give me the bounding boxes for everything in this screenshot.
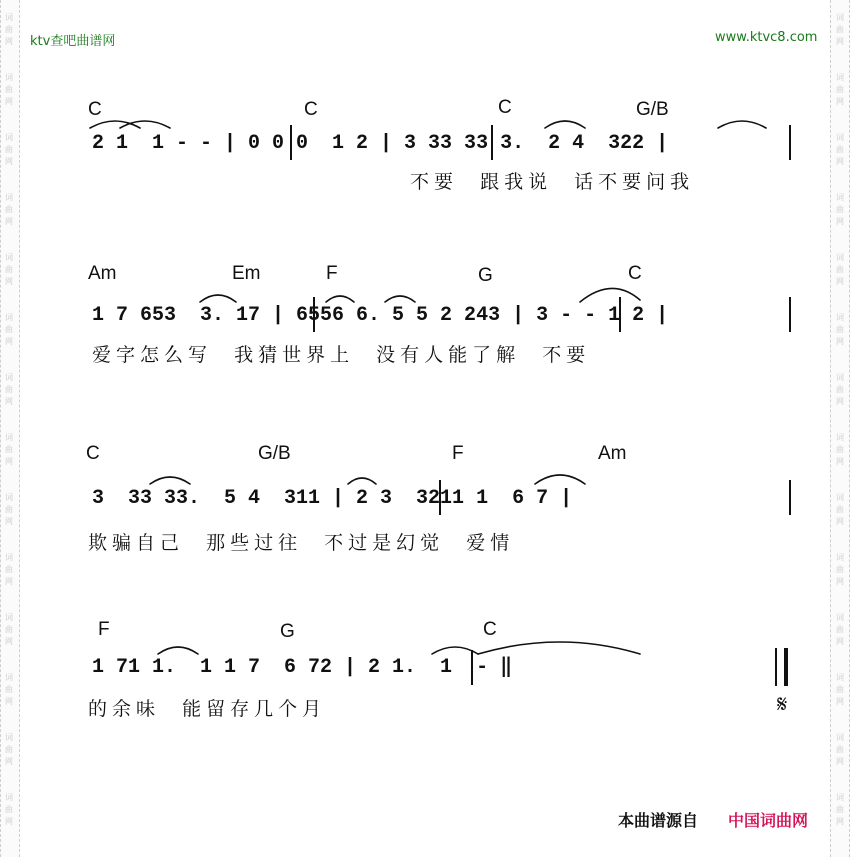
watermark-glyph-group: 词 曲 网 [5, 553, 13, 586]
watermark-glyph-group: 词 曲 网 [836, 733, 844, 766]
notation-line: 2 1 1 - - | 0 0 0 1 2 | 3 33 33 3. 2 4 322 | [92, 132, 669, 155]
watermark-glyph-group: 词 曲 网 [5, 73, 13, 106]
site-link-left[interactable]: ktv查吧曲谱网 [30, 34, 116, 49]
watermark-glyph-group: 词 曲 网 [836, 433, 844, 466]
watermark-glyph-group: 词 曲 网 [836, 373, 844, 406]
watermark-glyph-group: 词 曲 网 [5, 313, 13, 346]
chord: F [452, 443, 464, 464]
watermark-glyph-group: 词 曲 网 [5, 133, 13, 166]
segno-icon: 𝄋 [777, 690, 788, 718]
left-watermark-strip [0, 0, 20, 857]
lyric-line: 爱字怎么写 我猜世界上 没有人能了解 不要 [92, 344, 591, 366]
slur [535, 475, 585, 484]
slur [120, 121, 170, 128]
watermark-glyph-group: 词 曲 网 [5, 733, 13, 766]
watermark-glyph-group: 词 曲 网 [5, 613, 13, 646]
slur [90, 121, 140, 128]
chord: G/B [258, 443, 291, 464]
chord: Am [598, 443, 627, 464]
footer-brand-link[interactable]: 中国词曲网 [728, 811, 809, 830]
watermark-glyph-group: 词 曲 网 [836, 193, 844, 226]
watermark-glyph-group: 词 曲 网 [836, 13, 844, 46]
watermark-glyph-group: 词 曲 网 [836, 793, 844, 826]
chord: G [280, 621, 295, 642]
watermark-glyph-group: 词 曲 网 [836, 673, 844, 706]
chord: C [304, 99, 318, 120]
watermark-glyph-group: 词 曲 网 [5, 193, 13, 226]
chord: Am [88, 263, 117, 284]
chord: Em [232, 263, 261, 284]
slur [545, 121, 585, 128]
notation-line: 1 71 1. 1 1 7 6 72 | 2 1. 1 - ‖ [92, 656, 513, 679]
watermark-glyph-group: 词 曲 网 [5, 793, 13, 826]
chord: C [498, 97, 512, 118]
watermark-glyph-group: 词 曲 网 [836, 133, 844, 166]
watermark-glyph-group: 词 曲 网 [836, 253, 844, 286]
chord: F [326, 263, 338, 284]
chord: C [88, 99, 102, 120]
watermark-glyph-group: 词 曲 网 [5, 673, 13, 706]
chord: C [86, 443, 100, 464]
lyric-line: 欺骗自己 那些过往 不过是幻觉 爱情 [88, 532, 515, 554]
chord: F [98, 619, 110, 640]
watermark-glyph-group: 词 曲 网 [836, 313, 844, 346]
watermark-glyph-group: 词 曲 网 [836, 613, 844, 646]
watermark-glyph-group: 词 曲 网 [836, 553, 844, 586]
chord: C [483, 619, 497, 640]
site-link-right[interactable]: www.ktvc8.com [715, 30, 818, 45]
watermark-glyph-group: 词 曲 网 [5, 13, 13, 46]
watermark-glyph-group: 词 曲 网 [5, 373, 13, 406]
slur [150, 477, 190, 484]
slur [432, 647, 478, 654]
lyric-line: 的余味 能留存几个月 [88, 698, 327, 720]
slur [348, 478, 376, 484]
chord: G [478, 265, 493, 286]
slur [478, 642, 640, 654]
watermark-glyph-group: 词 曲 网 [5, 433, 13, 466]
lyric-line: 不要 跟我说 话不要问我 [410, 171, 695, 193]
notation-line: 1 7 653 3. 17 | 6556 6. 5 5 2 243 | 3 - - 1 2 | [92, 304, 669, 327]
slur [158, 647, 198, 654]
slur [718, 121, 766, 128]
watermark-glyph-group: 词 曲 网 [5, 253, 13, 286]
watermark-glyph-group: 词 曲 网 [836, 73, 844, 106]
watermark-glyph-group: 词 曲 网 [5, 493, 13, 526]
chord: G/B [636, 99, 669, 120]
chord: C [628, 263, 642, 284]
slur [385, 296, 415, 302]
watermark-glyph-group: 词 曲 网 [836, 493, 844, 526]
notation-line: 3 33 33. 5 4 311 | 2 3 3211 1 6 7 | [92, 487, 573, 510]
footer-source-label: 本曲谱源自 [618, 811, 699, 830]
slur [200, 295, 236, 302]
right-watermark-strip [830, 0, 850, 857]
slur [326, 296, 354, 302]
slur [580, 288, 640, 302]
